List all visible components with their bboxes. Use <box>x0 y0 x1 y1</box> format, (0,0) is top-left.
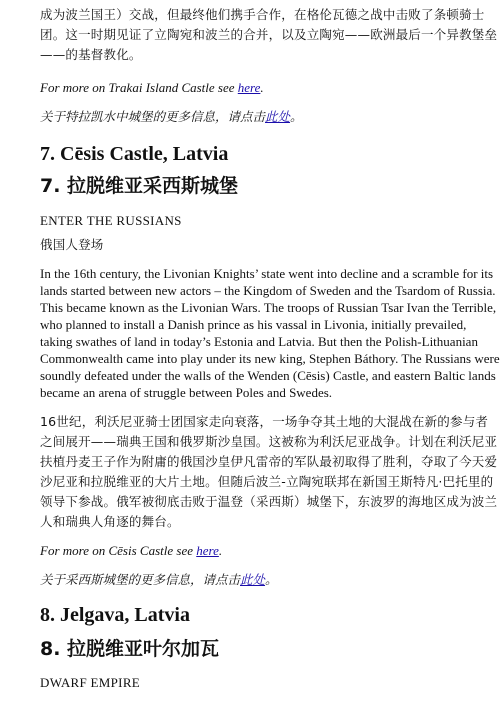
trakai-more-zh <box>40 107 500 127</box>
jelgava-subtitle-en: DWARF EMPIRE <box>40 675 141 690</box>
cesis-heading-zh: 7. 拉脱维亚采西斯城堡 <box>40 175 239 197</box>
cesis-heading-en: 7. Cēsis Castle, Latvia <box>40 143 229 165</box>
trakai-more-en-prefix: For more on Trakai Island Castle see <box>40 80 238 95</box>
cesis-here-link[interactable]: here <box>196 543 219 558</box>
trakai-more-zh-suffix: 。 <box>290 109 303 124</box>
jelgava-heading-en: 8. Jelgava, Latvia <box>40 604 190 626</box>
cesis-more-zh-prefix: 关于采西斯城堡的更多信息，请点击 <box>40 572 241 587</box>
cesis-body-zh: 16世纪，利沃尼亚骑士团国家走向衰落，一场争夺其土地的大混战在新的参与者之间展开——瑞典王国和俄罗斯沙皇国。这被称为利沃尼亚战争。计划在利沃尼亚扶植丹麦王子作为附庸的俄国沙皇伊凡雷帝的军队最初取得了胜利，夺取了今天爱沙尼亚和拉脱维亚的大片土地。但随后波兰-立陶宛联邦在新国王斯特凡·巴托里的领导下参战。俄军被彻底击败于温登（采西斯）城堡下，东波罗的海地区成为波兰人和瑞典人角逐的舞台。 <box>40 414 498 529</box>
cesis-more-zh-suffix: 。 <box>265 572 278 587</box>
trakai-zh-link[interactable]: 此处 <box>265 109 291 124</box>
cesis-more-en <box>40 542 500 559</box>
cesis-subtitle-zh: 俄国人登场 <box>40 237 104 252</box>
document-page <box>40 0 500 691</box>
cesis-body-en: In the 16th century, the Livonian Knights’ state went into decline and a scramble for its lands started between new actors – the Kingdom of Sweden and the Tsardom of Russia. This became known as the Livonian Wars. The troops of Russian Tsar Ivan the Terrible, who planned to install a Danish prince as his vassal in Livonia, initially prevailed, taking swathes of land in today’s Estonia and Latvia. But then the Polish-Lithuanian Commonwealth came into play under its new king, Stephen Báthory. The Russians were soundly defeated under the walls of the Wenden (Cēsis) Castle, and eastern Baltic lands became an arena of struggle between Poles and Swedes. <box>40 266 500 400</box>
cesis-subtitle-en: ENTER THE RUSSIANS <box>40 213 182 228</box>
trakai-more-en-suffix: . <box>260 80 264 95</box>
trakai-more-zh-prefix: 关于特拉凯水中城堡的更多信息，请点击 <box>40 109 266 124</box>
cesis-more-zh <box>40 570 500 590</box>
cesis-zh-link[interactable]: 此处 <box>240 572 266 587</box>
jelgava-heading-zh: 8. 拉脱维亚叶尔加瓦 <box>40 638 220 660</box>
trakai-here-link[interactable]: here <box>237 80 261 95</box>
intro-paragraph-zh: 成为波兰国王）交战，但最终他们携手合作，在格伦瓦德之战中击败了条顿骑士团。这一时期见证了立陶宛和波兰的合并，以及立陶宛——欧洲最后一个异教堡垒——的基督教化。 <box>40 7 498 62</box>
cesis-more-en-suffix: . <box>218 543 223 558</box>
trakai-more-en <box>40 79 500 96</box>
cesis-more-en-prefix: For more on Cēsis Castle see <box>40 543 197 558</box>
